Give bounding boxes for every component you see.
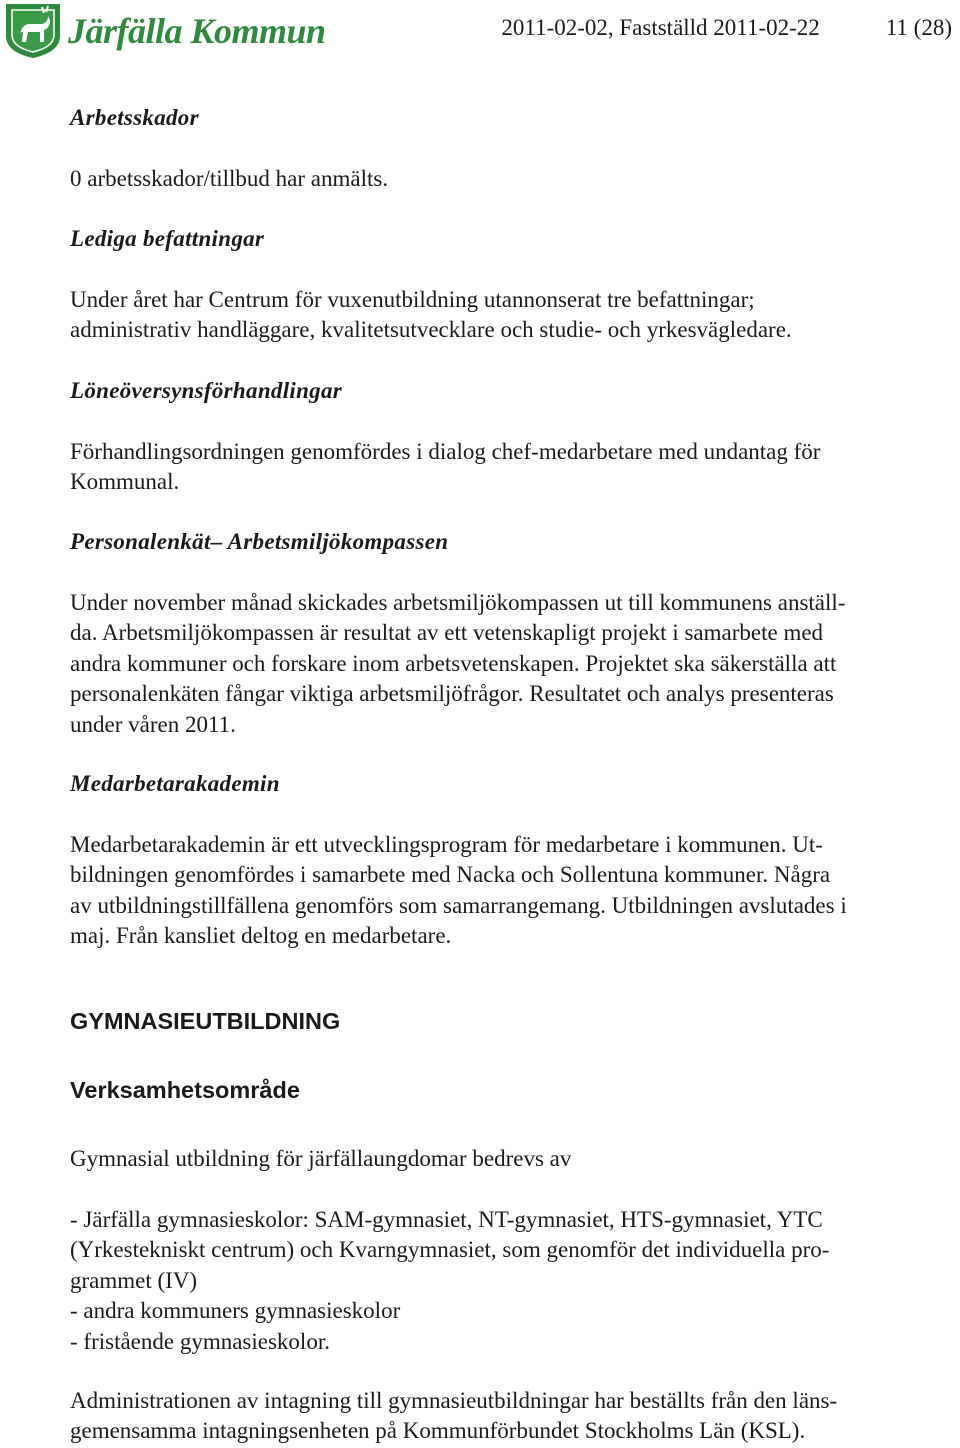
gymnasie-school-list — [70, 1205, 954, 1357]
subsection-title-verksamhetsomrade: Verksamhetsområde — [70, 1077, 300, 1103]
page-number: 11 (28) — [885, 15, 952, 40]
text-line: administrativ handläggare, kvalitetsutvecklare och studie- och yrkesvägledare. — [70, 317, 792, 343]
section-heading-loneoversyn: Löneöversynsförhandlingar — [70, 378, 343, 403]
section-heading-arbetsskador: Arbetsskador — [70, 105, 199, 130]
text-line: Medarbetarakademin är ett utvecklingsprogram för medarbetare i kommunen. Ut- — [70, 832, 823, 857]
paragraph-lediga-befattningar — [70, 285, 954, 346]
text-line: under våren 2011. — [70, 711, 236, 737]
paragraph-loneoversyn — [70, 437, 954, 498]
document-meta — [501, 13, 952, 43]
list-item-continuation: grammet (IV) — [70, 1267, 198, 1293]
text-line: andra kommuner och forskare inom arbetsvetenskapen. Projektet ska säkerställa att — [70, 650, 837, 676]
paragraph-gymnasie-intro — [70, 1144, 954, 1174]
text-line: Under november månad skickades arbetsmiljökompassen ut till kommunens anställ- — [70, 590, 846, 615]
text-line: da. Arbetsmiljökompassen är resultat av ett vetenskapligt projekt i samarbete med — [70, 620, 824, 646]
text-line: personalenkäten fångar viktiga arbetsmiljöfrågor. Resultatet och analys presenteras — [70, 681, 834, 707]
text-line: Gymnasial utbildning för järfällaungdomar bedrevs av — [70, 1146, 572, 1171]
section-title-gymnasieutbildning: GYMNASIEUTBILDNING — [70, 1008, 341, 1034]
list-item: - fristående gymnasieskolor. — [70, 1328, 330, 1354]
document-date: 2011-02-02, Fastställd 2011-02-22 — [501, 15, 820, 40]
municipality-logo — [2, 0, 326, 58]
paragraph-medarbetarakademin — [70, 830, 954, 952]
logo-wordmark: Järfälla Kommun — [68, 11, 326, 51]
section-heading-medarbetarakademin: Medarbetarakademin — [70, 771, 280, 796]
section-heading-lediga-befattningar: Lediga befattningar — [70, 226, 265, 251]
text-line: Förhandlingsordningen genomfördes i dialog chef-medarbetare med undantag för — [70, 439, 821, 464]
text-line: bildningen genomfördes i samarbete med Nacka och Sollentuna kommuner. Några — [70, 862, 831, 888]
paragraph-administration — [70, 1386, 954, 1447]
section-heading-personalenkat: Personalenkät– Arbetsmiljökompassen — [70, 529, 449, 554]
text-line: Administrationen av intagning till gymnasieutbildningar har beställts från den läns- — [70, 1388, 838, 1413]
text-line: 0 arbetsskador/tillbud har anmälts. — [70, 166, 389, 191]
text-line: gemensamma intagningsenheten på Kommunförbundet Stockholms Län (KSL). — [70, 1418, 806, 1444]
text-line: maj. Från kansliet deltog en medarbetare. — [70, 923, 452, 949]
paragraph-personalenkat — [70, 588, 954, 740]
list-item-continuation: (Yrkestekniskt centrum) och Kvarngymnasiet, som genomför det individuella pro- — [70, 1237, 830, 1263]
paragraph-arbetsskador — [70, 164, 954, 194]
text-line: Under året har Centrum för vuxenutbildning utannonserat tre befattningar; — [70, 287, 755, 312]
text-line: Kommunal. — [70, 469, 180, 495]
text-line: av utbildningstillfällena genomförs som samarrangemang. Utbildningen avslutades i — [70, 892, 847, 918]
crest-icon — [6, 4, 60, 58]
list-item: - andra kommuners gymnasieskolor — [70, 1298, 401, 1324]
list-item: - Järfälla gymnasieskolor: SAM-gymnasiet, NT-gymnasiet, HTS-gymnasiet, YTC — [70, 1207, 823, 1232]
